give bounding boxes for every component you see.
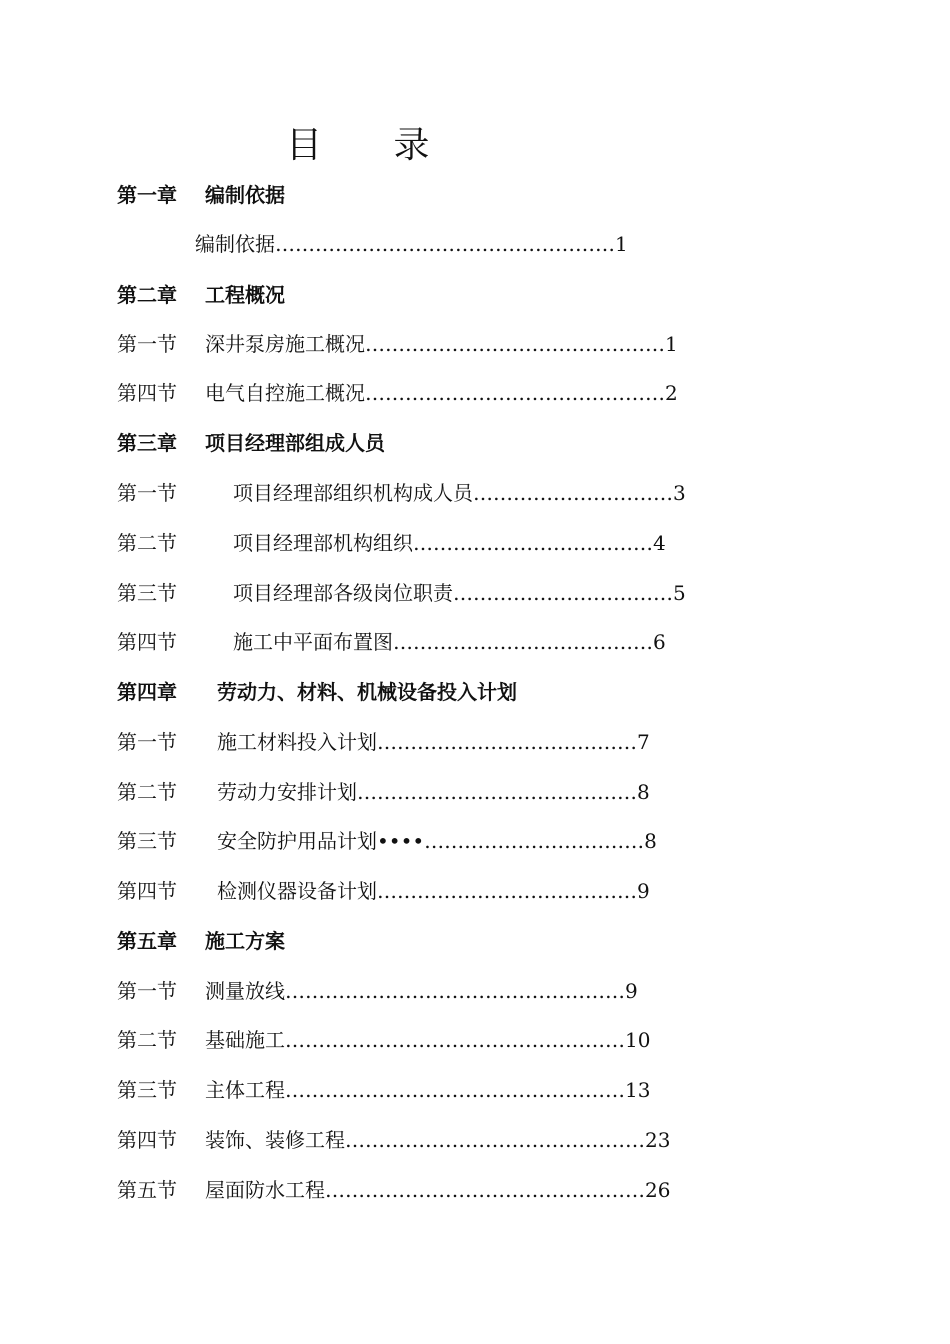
toc-entry-text[interactable]: 基础施工……………………………………………10 <box>205 1028 651 1052</box>
toc-entry-text[interactable]: 测量放线……………………………………………9 <box>205 979 638 1003</box>
toc-entry-text[interactable]: 电气自控施工概况………………………………………2 <box>205 381 678 405</box>
toc-entry-text[interactable]: 项目经理部机构组织………………………………4 <box>233 531 666 555</box>
section-label: 第二节 <box>117 780 177 804</box>
chapter-title: 工程概况 <box>205 283 285 307</box>
section-label: 第四节 <box>117 879 177 903</box>
page-title: 目 录 <box>286 125 460 166</box>
chapter-number: 第三章 <box>117 431 177 455</box>
chapter-number: 第四章 <box>117 680 177 704</box>
section-label: 第四节 <box>117 1128 177 1152</box>
section-label: 第四节 <box>117 381 177 405</box>
toc-entry-text[interactable]: 装饰、装修工程………………………………………23 <box>205 1128 671 1152</box>
chapter-number: 第一章 <box>117 183 177 207</box>
section-label: 第三节 <box>117 581 177 605</box>
chapter-title: 项目经理部组成人员 <box>205 431 385 455</box>
toc-entry-text[interactable]: 施工中平面布置图…………………………………6 <box>233 630 666 654</box>
section-label: 第三节 <box>117 829 177 853</box>
section-label: 第二节 <box>117 1028 177 1052</box>
toc-entry-text[interactable]: 施工材料投入计划…………………………………7 <box>217 730 650 754</box>
toc-entry-text[interactable]: 安全防护用品计划••••……………………………8 <box>217 829 657 853</box>
section-label: 第二节 <box>117 531 177 555</box>
chapter-title: 施工方案 <box>205 929 285 953</box>
section-label: 第四节 <box>117 630 177 654</box>
chapter-title: 劳动力、材料、机械设备投入计划 <box>217 680 517 704</box>
chapter-number: 第五章 <box>117 929 177 953</box>
section-label: 第一节 <box>117 730 177 754</box>
section-label: 第三节 <box>117 1078 177 1102</box>
section-label: 第五节 <box>117 1178 177 1202</box>
section-label: 第一节 <box>117 979 177 1003</box>
toc-entry-text[interactable]: 项目经理部各级岗位职责……………………………5 <box>233 581 686 605</box>
section-label: 第一节 <box>117 481 177 505</box>
toc-entry-text[interactable]: 主体工程……………………………………………13 <box>205 1078 651 1102</box>
toc-entry-text[interactable]: 编制依据……………………………………………1 <box>195 232 628 256</box>
toc-entry-text[interactable]: 检测仪器设备计划…………………………………9 <box>217 879 650 903</box>
section-label: 第一节 <box>117 332 177 356</box>
chapter-number: 第二章 <box>117 283 177 307</box>
toc-entry-text[interactable]: 深井泵房施工概况………………………………………1 <box>205 332 678 356</box>
toc-entry-text[interactable]: 屋面防水工程…………………………………………26 <box>205 1178 671 1202</box>
toc-entry-text[interactable]: 项目经理部组织机构成人员…………………………3 <box>233 481 686 505</box>
toc-entry-text[interactable]: 劳动力安排计划……………………………………8 <box>217 780 650 804</box>
chapter-title: 编制依据 <box>205 183 285 207</box>
